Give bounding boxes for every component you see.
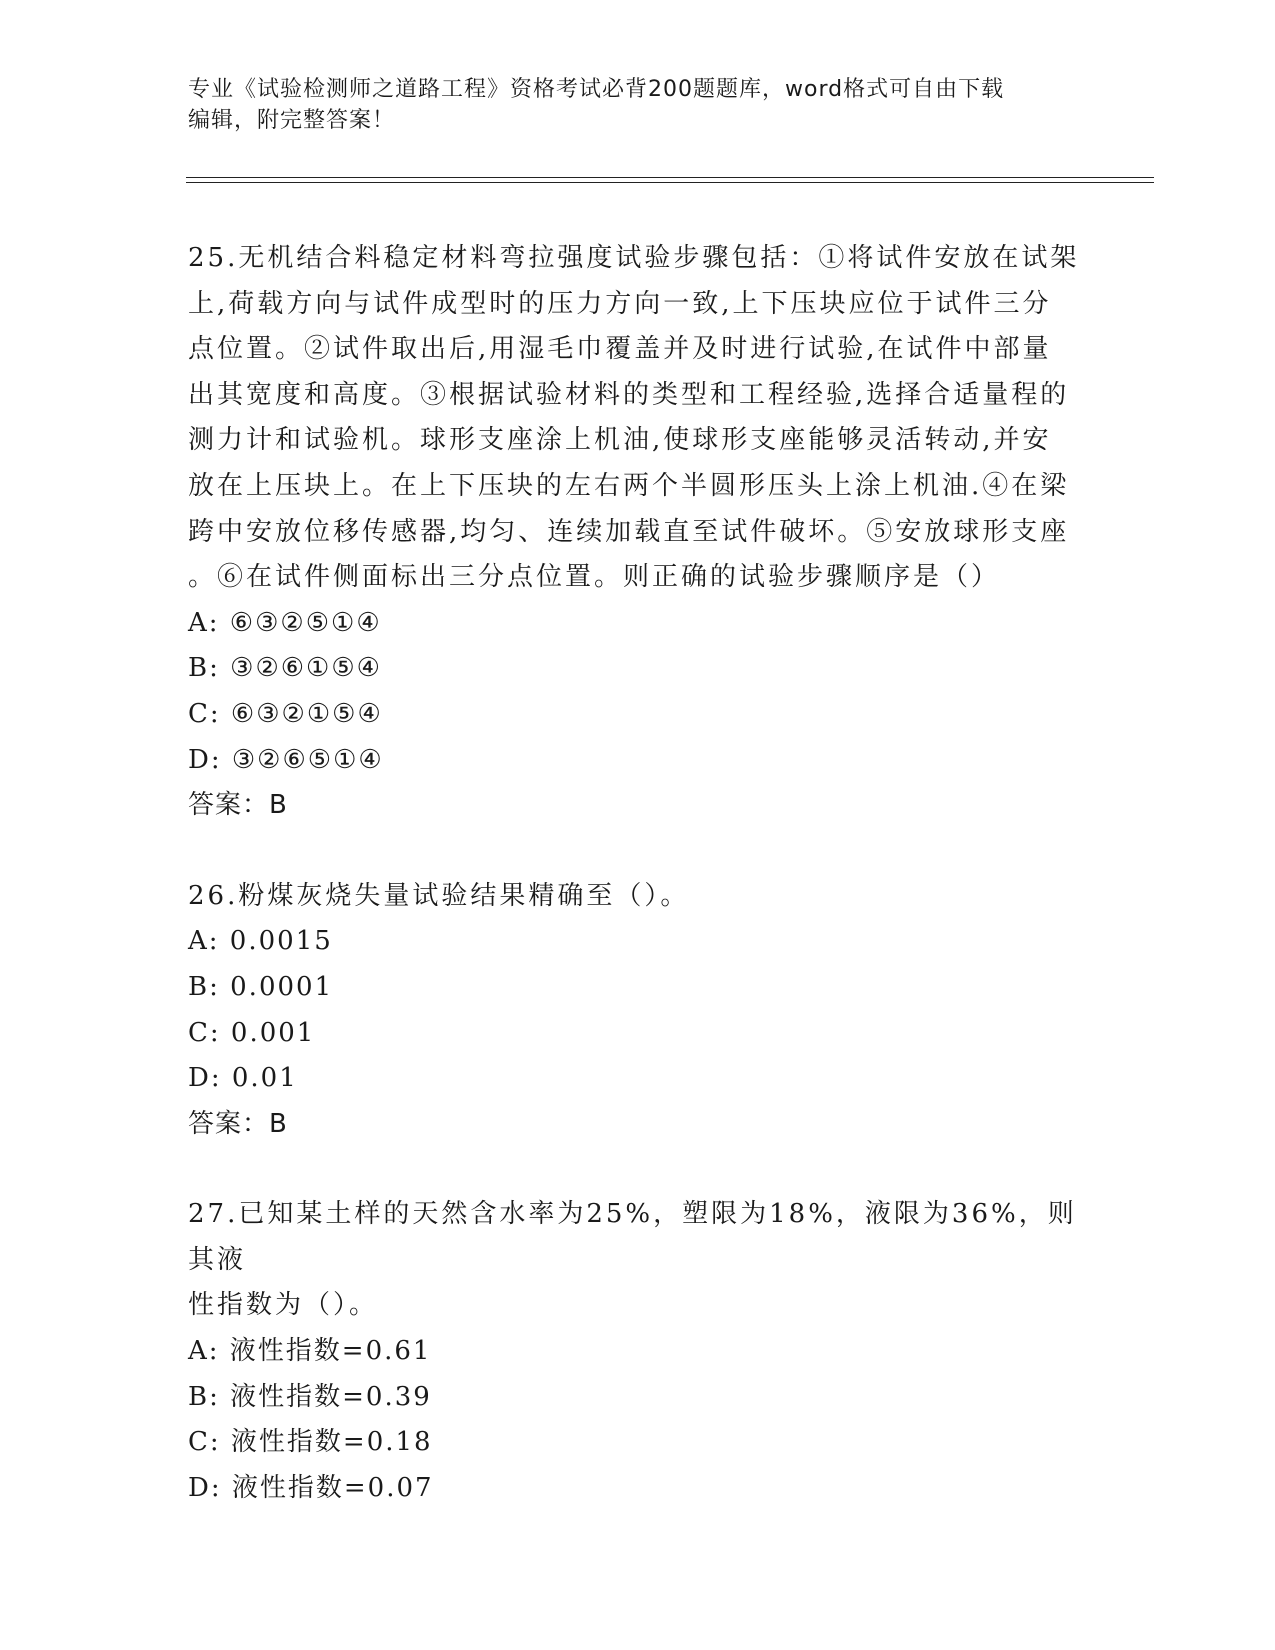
option-d: D: ③②⑥⑤①④ xyxy=(188,744,384,775)
question-list xyxy=(188,236,1088,1511)
document-header xyxy=(188,74,1068,136)
question-text: 上,荷载方向与试件成型时的压力方向一致,上下压块应位于试件三分 xyxy=(188,288,1052,319)
question-text: 点位置。②试件取出后,用湿毛巾覆盖并及时进行试验,在试件中部量 xyxy=(188,334,1052,365)
question-27 xyxy=(188,1192,1088,1511)
option-b: B: 液性指数=0.39 xyxy=(188,1381,432,1412)
question-text: 性指数为（）。 xyxy=(188,1290,379,1321)
option-d: D: 液性指数=0.07 xyxy=(188,1472,434,1503)
question-text: 跨中安放位移传感器,均匀、连续加载直至试件破坏。⑤安放球形支座 xyxy=(188,516,1070,547)
question-text: 。⑥在试件侧面标出三分点位置。则正确的试验步骤顺序是（） xyxy=(188,562,1001,593)
question-25 xyxy=(188,236,1088,829)
answer-line: 答案：B xyxy=(188,1108,288,1139)
header-divider-top xyxy=(186,177,1154,178)
option-a: A: 液性指数=0.61 xyxy=(188,1336,432,1367)
question-text: 27.已知某土样的天然含水率为25%，塑限为18%，液限为36%，则其液 xyxy=(188,1199,1077,1275)
question-text: 26.粉煤灰烧失量试验结果精确至（）。 xyxy=(188,880,690,911)
question-text: 25.无机结合料稳定材料弯拉强度试验步骤包括：①将试件安放在试架 xyxy=(188,243,1080,273)
option-c: C: 0.001 xyxy=(188,1017,316,1048)
option-c: C: 液性指数=0.18 xyxy=(188,1427,433,1458)
question-26 xyxy=(188,874,1088,1148)
option-b: B: 0.0001 xyxy=(188,971,334,1002)
question-text: 出其宽度和高度。③根据试验材料的类型和工程经验,选择合适量程的 xyxy=(188,379,1070,410)
option-b: B: ③②⑥①⑤④ xyxy=(188,653,382,684)
spacer xyxy=(188,829,1088,874)
option-c: C: ⑥③②①⑤④ xyxy=(188,698,383,729)
header-line-1: 专业《试验检测师之道路工程》资格考试必背200题题库，word格式可自由下载 xyxy=(188,77,1005,102)
question-text: 放在上压块上。在上下压块的左右两个半圆形压头上涂上机油.④在梁 xyxy=(188,470,1070,501)
option-a: A: ⑥③②⑤①④ xyxy=(188,607,382,638)
option-a: A: 0.0015 xyxy=(188,926,333,957)
option-d: D: 0.01 xyxy=(188,1063,298,1094)
header-divider-bottom xyxy=(186,182,1154,183)
header-line-2: 编辑，附完整答案！ xyxy=(188,108,396,133)
answer-line: 答案：B xyxy=(188,790,288,821)
spacer xyxy=(188,1147,1088,1192)
question-text: 测力计和试验机。球形支座涂上机油,使球形支座能够灵活转动,并安 xyxy=(188,425,1052,456)
